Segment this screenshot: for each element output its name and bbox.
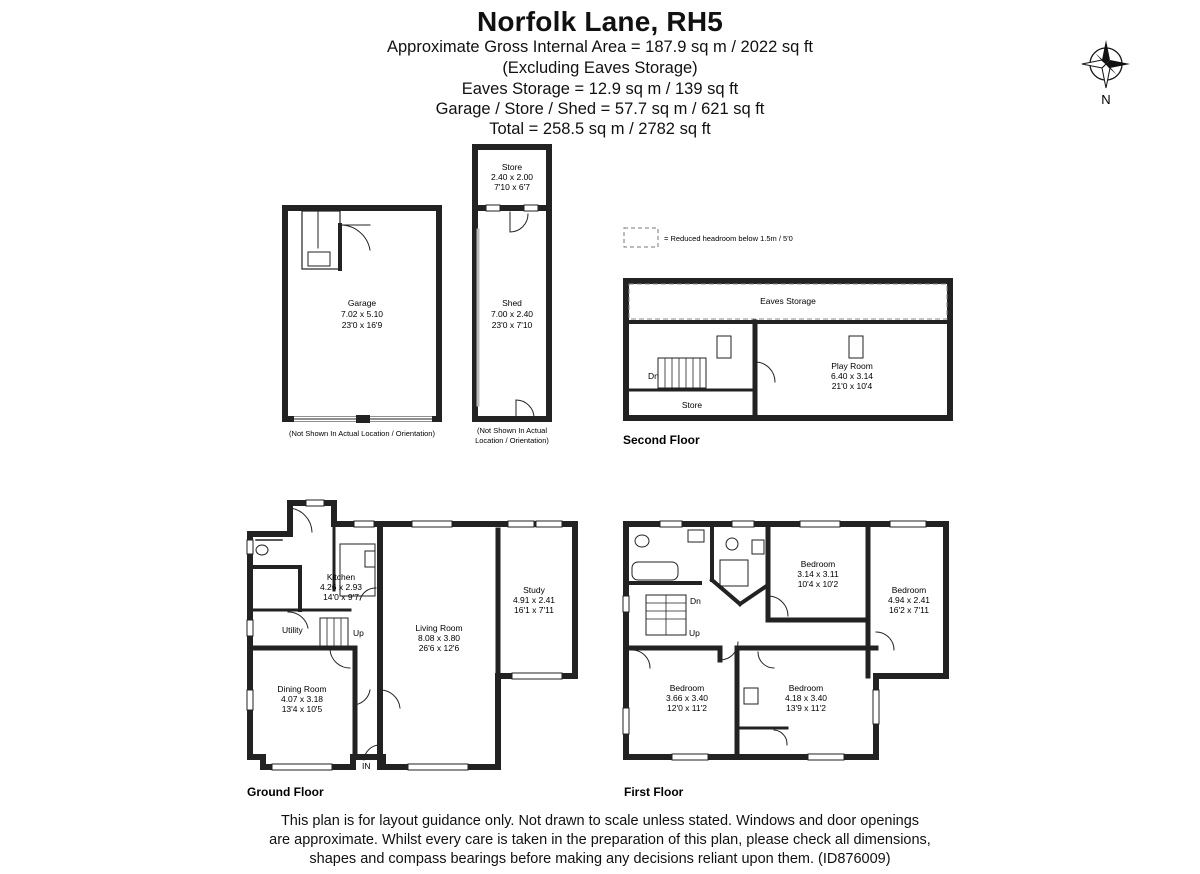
store-imperial: 7'10 x 6'7 <box>494 182 530 192</box>
disclaimer-line-1: This plan is for layout guidance only. Not drawn to scale unless stated. Windows and door openings <box>280 813 920 829</box>
second-floor-label: Second Floor <box>623 433 700 447</box>
dining-room-metric: 4.07 x 3.18 <box>280 694 324 704</box>
study-name: Study <box>523 585 545 595</box>
first-floor-label: First Floor <box>624 785 684 799</box>
bedroom-a-imperial: 10'4 x 10'2 <box>797 579 839 589</box>
store-door-jamb-right <box>524 205 538 211</box>
store-name: Store <box>501 162 523 172</box>
disclaimer <box>0 812 1200 869</box>
bedroom-c-metric: 3.66 x 3.40 <box>665 693 709 703</box>
store-door-jamb-left <box>486 205 500 211</box>
bedroom-d-metric: 4.18 x 3.40 <box>784 693 828 703</box>
bedroom-b-metric: 4.94 x 2.41 <box>887 595 931 605</box>
gross-area-line: Approximate Gross Internal Area = 187.9 sq m / 2022 sq ft <box>386 38 814 56</box>
bedroom-c-name: Bedroom <box>669 683 705 693</box>
second-floor-store-label: Store <box>681 400 703 410</box>
first-floor-windows <box>623 521 926 760</box>
garage-metric: 7.02 x 5.10 <box>340 309 384 319</box>
entrance-in-label: IN <box>362 761 371 771</box>
garage-name: Garage <box>347 298 377 308</box>
bedroom-a-metric: 3.14 x 3.11 <box>797 569 839 579</box>
garage-imperial: 23'0 x 16'9 <box>341 320 383 330</box>
legend-text: = Reduced headroom below 1.5m / 5'0 <box>664 234 793 243</box>
play-room-name: Play Room <box>831 361 873 371</box>
living-room-imperial: 26'6 x 12'6 <box>418 643 460 653</box>
kitchen-name: Kitchen <box>326 572 356 582</box>
first-floor-dn-label: Dn <box>690 596 701 606</box>
garage-location-note: (Not Shown In Actual Location / Orientation) <box>289 429 435 438</box>
page-title: Norfolk Lane, RH5 <box>476 6 724 37</box>
ground-floor-up-label: Up <box>353 628 364 638</box>
garage-area-line: Garage / Store / Shed = 57.7 sq m / 621 sq ft <box>435 100 765 118</box>
bedroom-d-imperial: 13'9 x 11'2 <box>786 703 826 713</box>
eaves-storage-label: Eaves Storage <box>760 296 816 306</box>
kitchen-metric: 4.26 x 2.93 <box>319 582 363 592</box>
play-room-imperial: 21'0 x 10'4 <box>831 381 873 391</box>
reduced-headroom-swatch <box>624 228 658 247</box>
disclaimer-line-3: shapes and compass bearings before making any decisions reliant upon them. (ID876009) <box>309 851 891 867</box>
study-metric: 4.91 x 2.41 <box>512 595 556 605</box>
study-imperial: 16'1 x 7'11 <box>514 605 554 615</box>
shed-note-line2: Location / Orientation) <box>475 436 549 445</box>
ground-floor-label: Ground Floor <box>247 785 324 799</box>
utility-label: Utility <box>282 625 303 635</box>
living-room-metric: 8.08 x 3.80 <box>417 633 461 643</box>
bedroom-b-imperial: 16'2 x 7'11 <box>889 605 929 615</box>
kitchen-imperial: 14'0 x 9'7 <box>323 592 359 602</box>
ground-floor-windows <box>247 500 562 770</box>
excluding-eaves-line: (Excluding Eaves Storage) <box>502 59 698 77</box>
store-metric: 2.40 x 2.00 <box>490 172 534 182</box>
shed-name: Shed <box>502 298 522 308</box>
bedroom-c-imperial: 12'0 x 11'2 <box>667 703 707 713</box>
first-floor-walls <box>626 524 946 757</box>
shed-metric: 7.00 x 2.40 <box>490 309 534 319</box>
total-area-line: Total = 258.5 sq m / 2782 sq ft <box>489 120 711 138</box>
shed-imperial: 23'0 x 7'10 <box>491 320 533 330</box>
second-floor-dn-label: Dn <box>648 371 659 381</box>
bedroom-a-name: Bedroom <box>800 559 836 569</box>
compass-icon <box>1082 40 1130 88</box>
living-room-name: Living Room <box>415 623 463 633</box>
eaves-area-line: Eaves Storage = 12.9 sq m / 139 sq ft <box>461 80 739 98</box>
bedroom-d-name: Bedroom <box>788 683 824 693</box>
disclaimer-line-2: are approximate. Whilst every care is taken in the preparation of this plan, please check all dimensions, <box>269 832 931 848</box>
bedroom-b-name: Bedroom <box>891 585 927 595</box>
compass-north-label: N <box>1101 92 1111 107</box>
ground-floor-walls <box>250 503 575 767</box>
dining-room-imperial: 13'4 x 10'5 <box>281 704 323 714</box>
play-room-metric: 6.40 x 3.14 <box>830 371 874 381</box>
dining-room-name: Dining Room <box>277 684 327 694</box>
shed-note-line1: (Not Shown In Actual <box>476 426 548 435</box>
first-floor-up-label: Up <box>689 628 700 638</box>
garage-door-pillar <box>356 415 370 423</box>
